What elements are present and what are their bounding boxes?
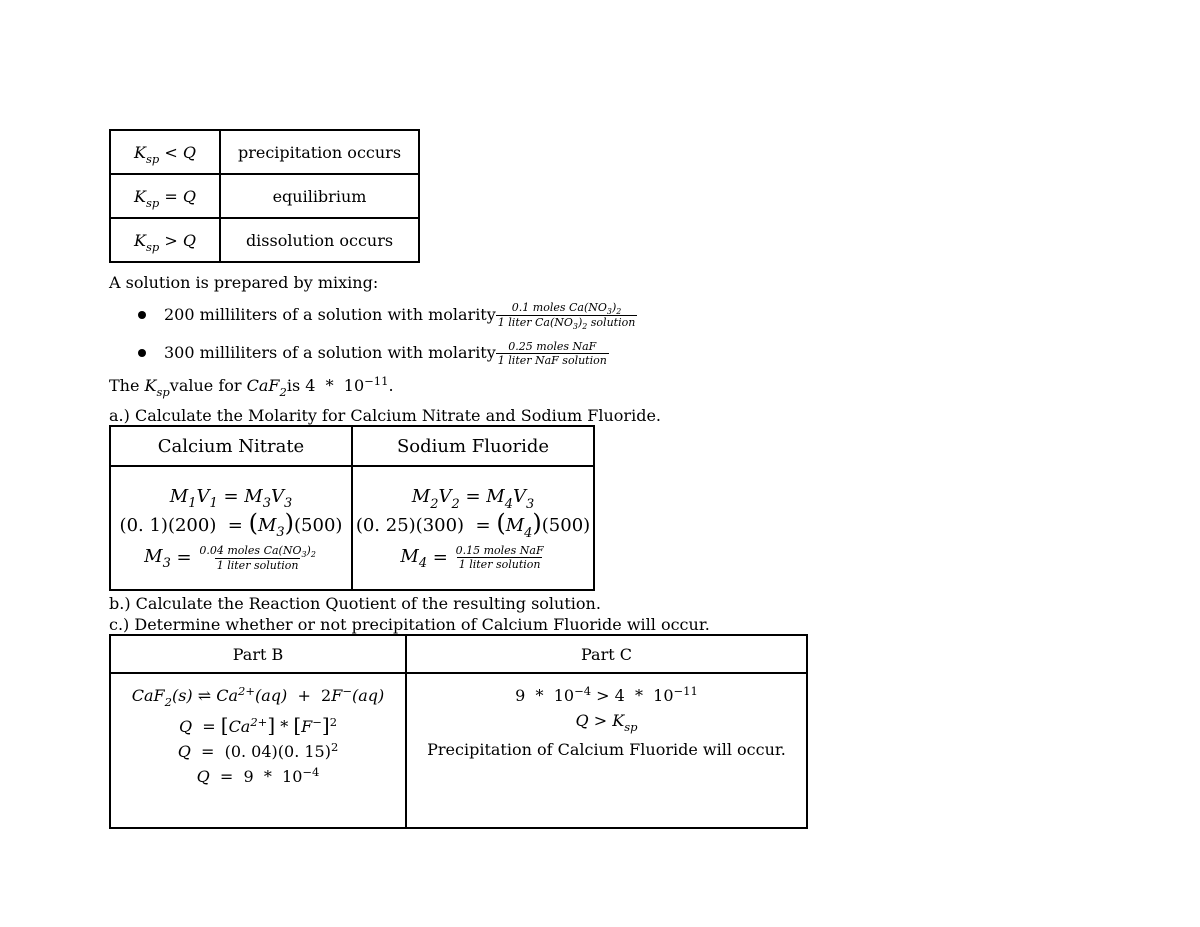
table-row [110,130,419,174]
intro-text: A solution is prepared by mixing: [109,273,379,292]
table-row [110,673,807,828]
sodium-fluoride-work: $M_2V_2 = M_4V_3$ (0. $25)(300) = (M_4)(500)$ $M_4$ = $\frac{\text{0.15 moles NaF}}{\text{1 liter solution}}$ [352,466,594,590]
header-sodium-fluoride: Sodium Fluoride [352,426,594,466]
conclusion-text: Precipitation of Calcium Fluoride will occur. [427,740,786,759]
table-row [110,635,807,673]
bullet-text: 300 milliliters of a solution with molarity [164,343,496,362]
table-row [110,218,419,262]
molarity-fraction: $\frac{0.1 moles Ca(NO_3)_2}{1 liter Ca(NO_3)_2 solution}$ [497,300,636,332]
relation-cell: $K_{sp} < Q$ [110,130,220,174]
result-cell: dissolution occurs [220,218,419,262]
molarity-fraction: $\frac{\text{0.25 moles NaF}}{\text{1 liter NaF solution}}$ [497,339,607,367]
header-part-b: Part B [110,635,406,673]
list-item [138,338,609,368]
part-a-prompt: a.) Calculate the Molarity for Calcium Nitrate and Sodium Fluoride. [109,406,661,425]
table-row [110,426,594,466]
table-row [110,174,419,218]
table-row [110,466,594,590]
ksp-rules-table [109,129,420,263]
relation-cell: $K_{sp} > Q$ [110,218,220,262]
calcium-nitrate-work: $M_1V_1 = M_3V_3$ (0. $1)(200) = (M_3)(500)$ $M_3$ = $\frac{0.04 moles Ca(NO_3)_2}{\text{1 liter solution}}$ [110,466,352,590]
result-cell: precipitation occurs [220,130,419,174]
molarity-table [109,425,595,591]
relation-cell: $K_{sp} = Q$ [110,174,220,218]
result-cell: equilibrium [220,174,419,218]
bullet-icon [138,311,146,319]
header-part-c: Part C [406,635,807,673]
ksp-sentence: The $K_{sp}value$ for CaF$_2$is $4 * 10^{-11}$. [109,373,394,400]
part-c-work: $9 * 10^{-4} > 4 * 10^{-11}$ $Q > K_{sp}$ Precipitation of Calcium Fluoride will occur. [406,673,807,828]
part-b-work: CaF$_2$(s) ⇌ $Ca^{2+}(aq) + 2F^-(aq)$ $Q = [Ca^{2+}] * [F^-]^2$ Q = (0. 04)(0. 15)$^2$ $Q = 9 * 10^{-4}$ [110,673,406,828]
header-calcium-nitrate: Calcium Nitrate [110,426,352,466]
part-c-prompt: c.) Determine whether or not precipitation of Calcium Fluoride will occur. [109,615,710,634]
part-b-prompt: b.) Calculate the Reaction Quotient of the resulting solution. [109,594,601,613]
bullet-icon [138,349,146,357]
list-item [138,300,637,330]
parts-table [109,634,808,829]
bullet-text: 200 milliliters of a solution with molarity [164,305,496,324]
